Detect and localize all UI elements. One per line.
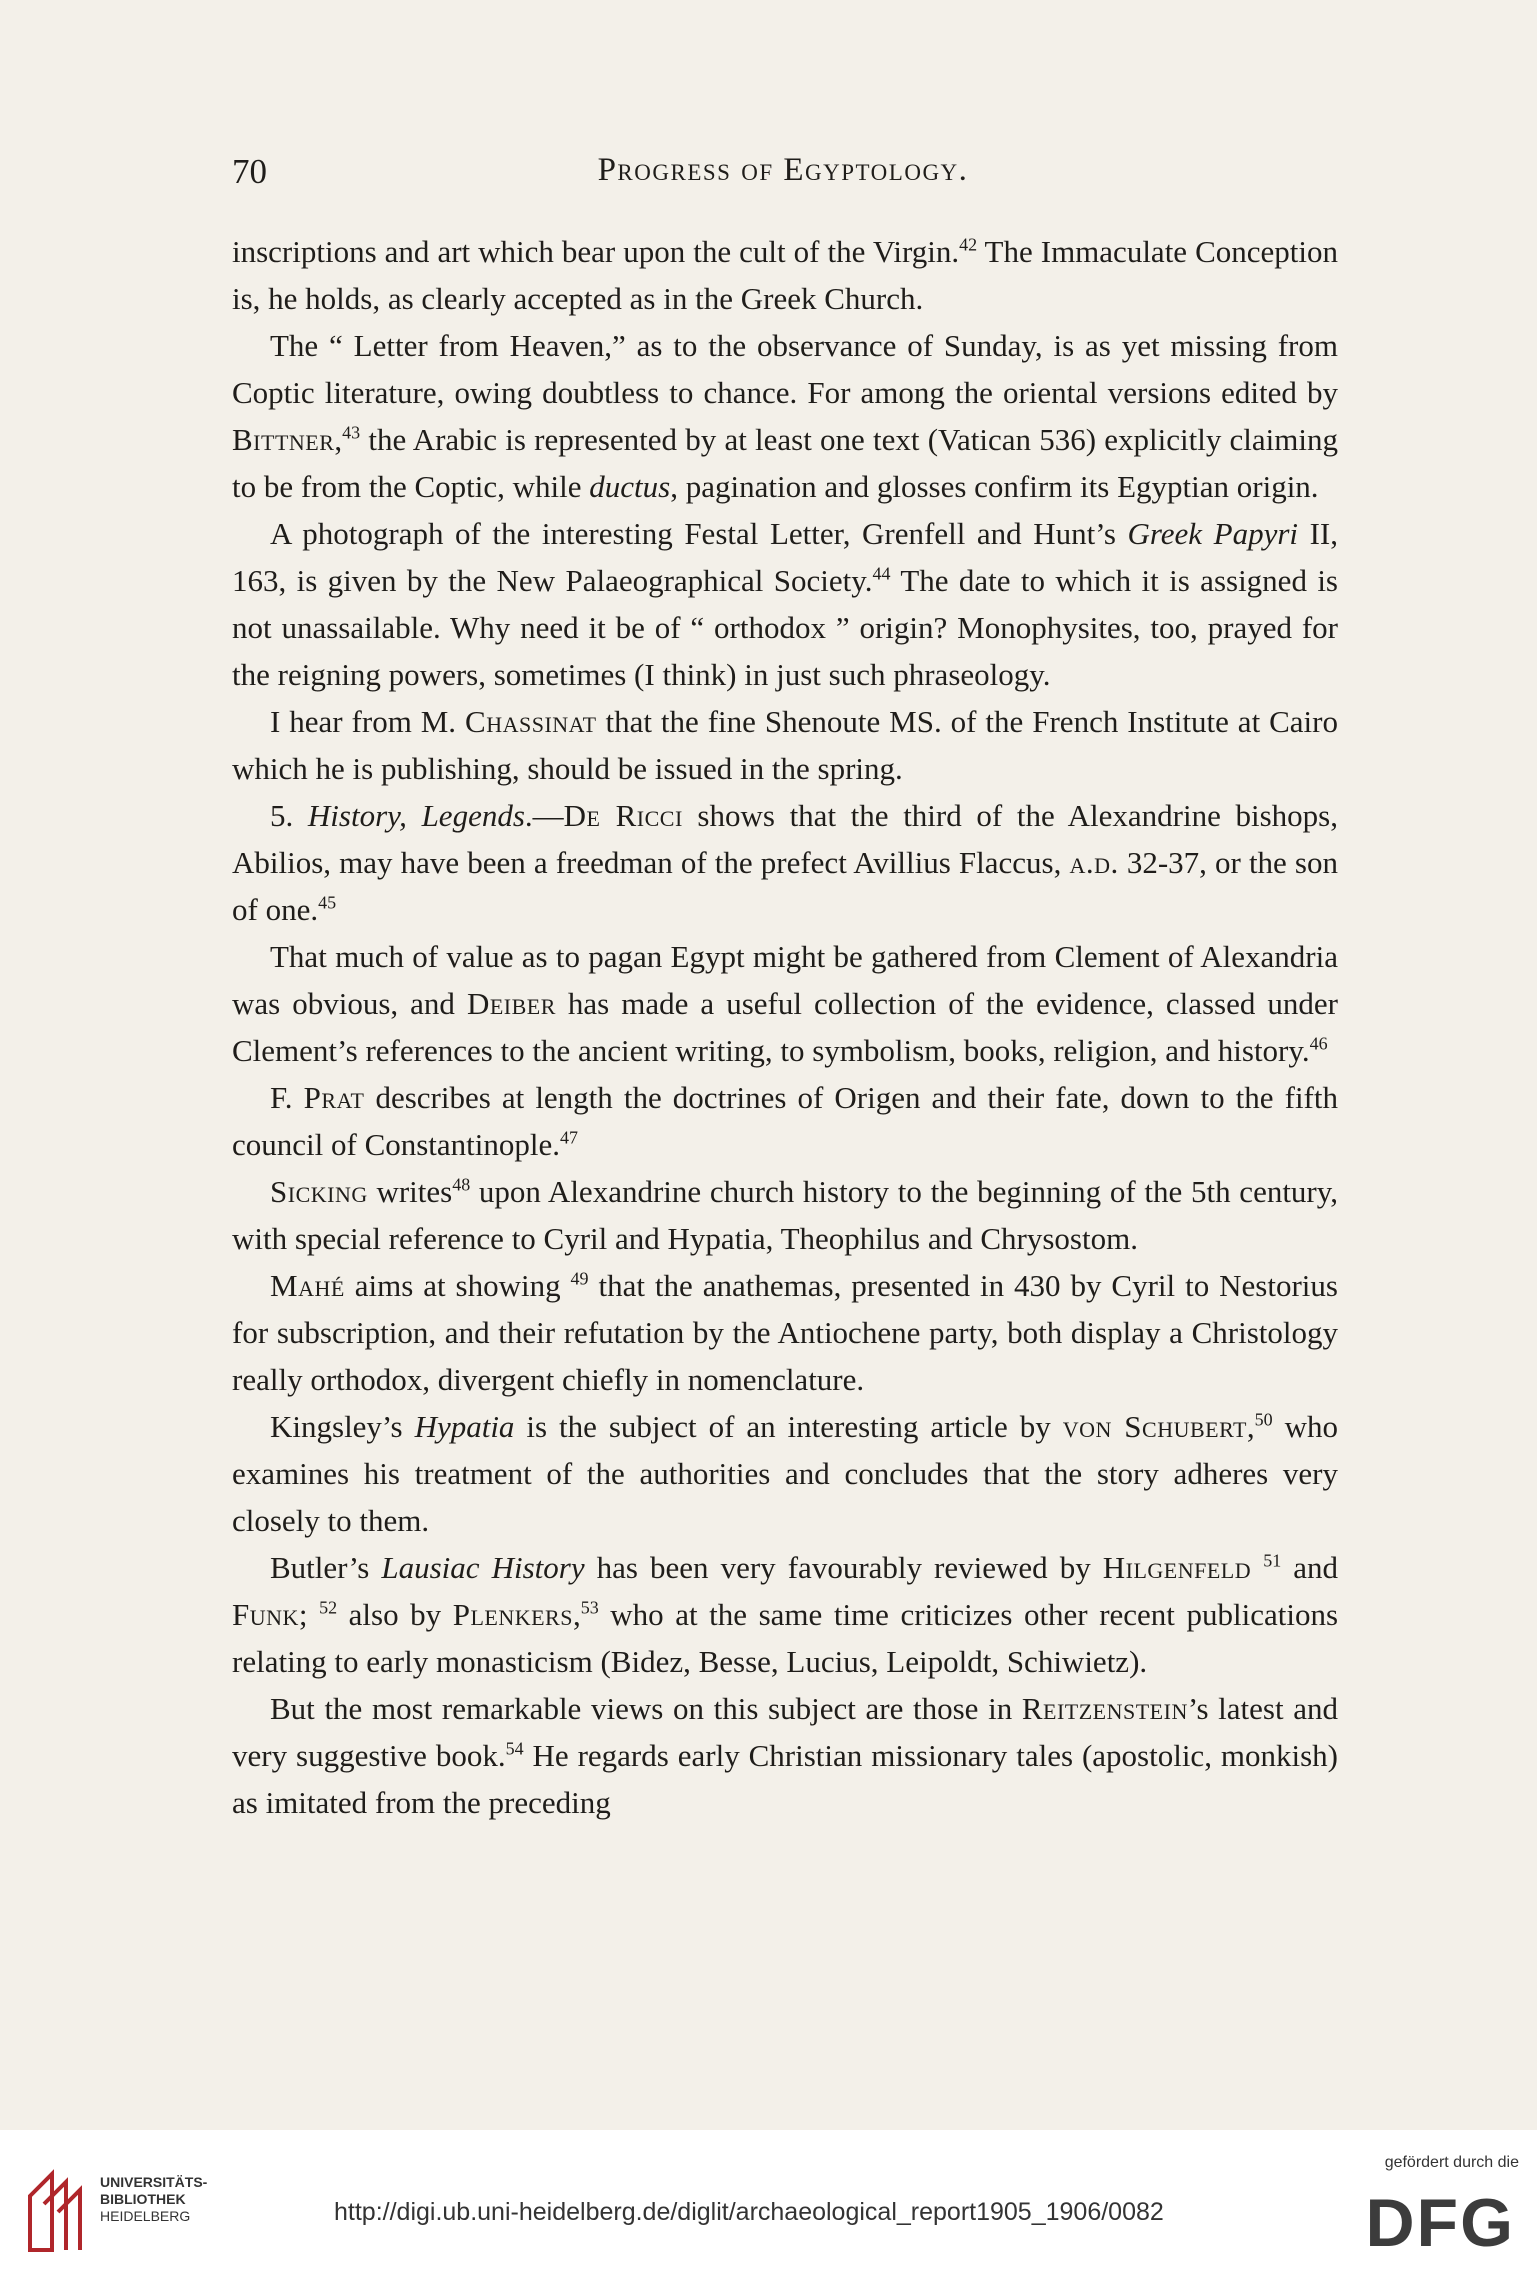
page-number: 70 xyxy=(232,152,267,191)
digitization-footer xyxy=(0,2130,1537,2279)
paragraph xyxy=(232,1544,1338,1685)
text-run: ; xyxy=(298,1597,320,1632)
text-run: the Arabic is represented by at least one text (Vatican 536) explicitly claiming to be from the Coptic, while xyxy=(232,422,1338,504)
paragraph xyxy=(232,698,1338,792)
text-run: , pagination and glosses confirm its Egyptian origin. xyxy=(670,469,1319,504)
university-library-logo-icon xyxy=(22,2166,92,2258)
text-run: and xyxy=(1281,1550,1339,1585)
text-run: The “ Letter from Heaven,” as to the observance of Sunday, is as yet missing from Coptic literature, owing doubtless to chance. For among the oriental versions edited by xyxy=(232,328,1338,410)
text-run: who at the same time criticizes other recent publications relating to early monasticism (Bidez, Besse, Lucius, Leipoldt, Schiwietz). xyxy=(232,1597,1339,1679)
footnote-ref: 50 xyxy=(1254,1409,1273,1430)
library-name xyxy=(100,2174,207,2225)
small-caps-name: Reitzenstein xyxy=(1021,1691,1188,1726)
text-run: The Immaculate Conception is, he holds, as clearly accepted as in the Greek Church. xyxy=(232,234,1338,316)
page-header xyxy=(232,152,1334,200)
paragraph xyxy=(232,228,1338,322)
text-run: I hear from M. xyxy=(270,704,466,739)
italic-text: History, Legends xyxy=(307,798,525,833)
text-run: II, 163, is given by the New Palaeographical Society. xyxy=(232,516,1338,598)
small-caps-name: Bittner xyxy=(232,422,335,457)
body-text xyxy=(232,228,1338,1826)
footnote-ref: 47 xyxy=(560,1127,579,1148)
paragraph xyxy=(232,1403,1338,1544)
text-run: , xyxy=(1246,1409,1255,1444)
permalink-url[interactable]: http://digi.ub.uni-heidelberg.de/diglit/archaeological_report1905_1906/0082 xyxy=(334,2198,1164,2226)
footnote-ref: 49 xyxy=(570,1268,589,1289)
footnote-ref: 53 xyxy=(580,1597,599,1618)
text-run: aims at showing xyxy=(344,1268,571,1303)
italic-text: Hypatia xyxy=(414,1409,515,1444)
small-caps-name: De Ricci xyxy=(563,798,683,833)
funded-by-text: gefördert durch die xyxy=(1384,2154,1519,2171)
text-run: , xyxy=(334,422,343,457)
small-caps-name: Deiber xyxy=(466,986,556,1021)
running-title: Progress of Egyptology. xyxy=(597,152,969,188)
text-run: That much of value as to pagan Egypt might be gathered from Clement of Alexandria was obvious, and xyxy=(232,939,1338,1021)
small-caps-name: Mahé xyxy=(270,1268,345,1303)
library-name-line: BIBLIOTHEK xyxy=(100,2191,186,2207)
text-run xyxy=(1251,1550,1263,1585)
footnote-ref: 44 xyxy=(872,563,891,584)
footnote-ref: 45 xyxy=(318,892,337,913)
small-caps-name: Funk xyxy=(232,1597,299,1632)
italic-text: Greek Papyri xyxy=(1127,516,1299,551)
library-name-line: UNIVERSITÄTS- xyxy=(100,2174,208,2190)
footnote-ref: 54 xyxy=(505,1738,524,1759)
text-run: Butler’s xyxy=(270,1550,382,1585)
dfg-logo: DFG xyxy=(1365,2185,1515,2261)
small-caps-name: Chassinat xyxy=(465,704,597,739)
text-run: inscriptions and art which bear upon the cult of the Virgin. xyxy=(232,234,960,269)
paragraph xyxy=(232,1685,1338,1826)
paragraph xyxy=(232,933,1338,1074)
text-run: that the fine Shenoute MS. of the French Institute at Cairo which he is publishing, should be issued in the spring. xyxy=(232,704,1338,786)
small-caps-name: a.d. xyxy=(1069,845,1119,880)
footnote-ref: 43 xyxy=(342,422,361,443)
paragraph xyxy=(232,1262,1338,1403)
italic-text: Lausiac History xyxy=(381,1550,585,1585)
footnote-ref: 46 xyxy=(1309,1033,1328,1054)
footnote-ref: 51 xyxy=(1263,1550,1282,1571)
text-run: The date to which it is assigned is not unassailable. Why need it be of “ orthodox ” origin? Monophysites, too, prayed for the reigning powers, sometimes (I think) in just such phraseology. xyxy=(232,563,1338,692)
text-run: shows that the third of the Alexandrine bishops, Abilios, may have been a freedman of the prefect Avillius Flaccus, xyxy=(232,798,1338,880)
small-caps-name: Plenkers xyxy=(452,1597,573,1632)
text-run: But the most remarkable views on this subject are those in xyxy=(270,1691,1022,1726)
library-name-line: HEIDELBERG xyxy=(100,2208,191,2224)
text-run: He regards early Christian missionary tales (apostolic, monkish) as imitated from the preceding xyxy=(232,1738,1338,1820)
text-run: who examines his treatment of the authorities and concludes that the story adheres very closely to them. xyxy=(232,1409,1338,1538)
small-caps-name: von Schubert xyxy=(1062,1409,1247,1444)
text-run: A photograph of the interesting Festal Letter, Grenfell and Hunt’s xyxy=(270,516,1128,551)
italic-text: ductus xyxy=(589,469,671,504)
paragraph xyxy=(232,322,1338,510)
text-run: that the anathemas, presented in 430 by Cyril to Nestorius for subscription, and their refutation by the Antiochene party, both display a Christology really orthodox, divergent chiefly in nomenclature. xyxy=(232,1268,1338,1397)
paragraph xyxy=(232,1168,1338,1262)
text-run: upon Alexandrine church history to the beginning of the 5th century, with special reference to Cyril and Hypatia, Theophilus and Chrysostom. xyxy=(232,1174,1338,1256)
text-run: Kingsley’s xyxy=(270,1409,415,1444)
text-run: writes xyxy=(367,1174,453,1209)
paragraph xyxy=(232,792,1338,933)
text-run: 5. xyxy=(270,798,308,833)
footnote-ref: 52 xyxy=(319,1597,338,1618)
text-run: also by xyxy=(337,1597,453,1632)
footnote-ref: 42 xyxy=(959,234,978,255)
small-caps-name: Sicking xyxy=(270,1174,368,1209)
text-run: , xyxy=(572,1597,581,1632)
text-run: .— xyxy=(524,798,564,833)
footnote-ref: 48 xyxy=(452,1174,471,1195)
paragraph xyxy=(232,1074,1338,1168)
text-run: is the subject of an interesting article by xyxy=(514,1409,1063,1444)
small-caps-name: Prat xyxy=(303,1080,365,1115)
paragraph xyxy=(232,510,1338,698)
text-run: ’s latest and very suggestive book. xyxy=(232,1691,1339,1773)
text-run: has made a useful collection of the evidence, classed under Clement’s references to the ancient writing, to symbolism, books, religion, and history. xyxy=(232,986,1338,1068)
text-run: describes at length the doctrines of Origen and their fate, down to the fifth council of Constantinople. xyxy=(232,1080,1338,1162)
text-run: has been very favourably reviewed by xyxy=(584,1550,1103,1585)
text-run: F. xyxy=(270,1080,304,1115)
text-run: 32-37, or the son of one. xyxy=(232,845,1338,927)
small-caps-name: Hilgenfeld xyxy=(1102,1550,1252,1585)
